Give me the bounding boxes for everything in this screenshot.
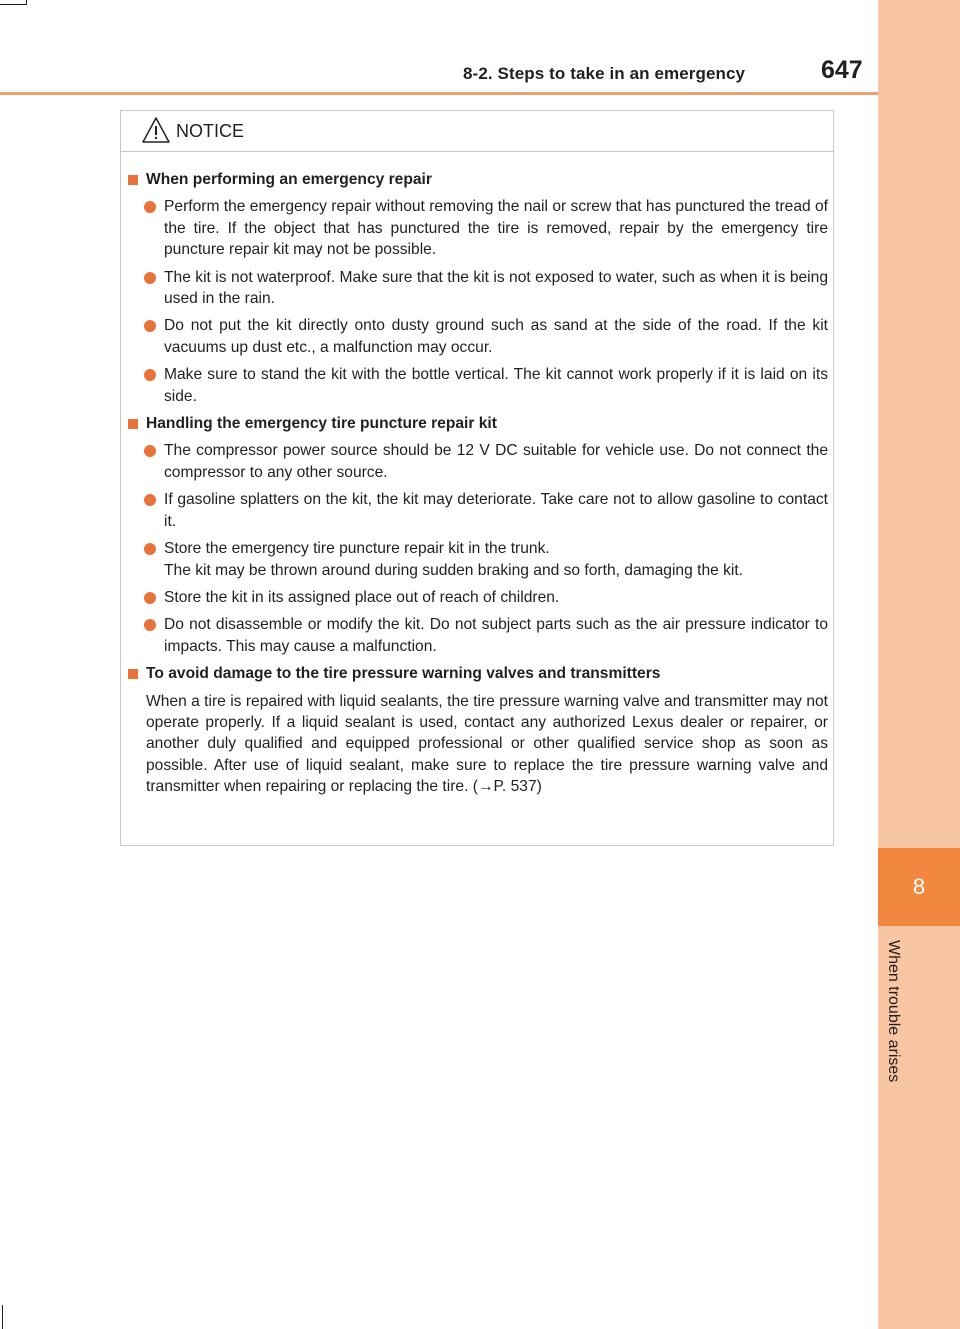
page-number: 647 [821, 56, 863, 84]
header-rule [0, 92, 878, 95]
section-heading-text: To avoid damage to the tire pressure warning valves and transmitters [146, 665, 661, 683]
side-tab [878, 0, 960, 1329]
section-heading [128, 413, 828, 434]
list-item [144, 538, 828, 581]
circle-bullet-icon [144, 320, 156, 332]
crop-mark-top-left-h [0, 4, 26, 5]
square-bullet-icon [128, 419, 138, 429]
list-item [144, 364, 828, 407]
chapter-label: When trouble arises [885, 940, 902, 1083]
square-bullet-icon [128, 669, 138, 679]
notice-title: NOTICE [176, 121, 245, 141]
section-title: 8-2. Steps to take in an emergency [463, 64, 746, 83]
notice-header [121, 111, 833, 152]
circle-bullet-icon [144, 369, 156, 381]
circle-bullet-icon [144, 201, 156, 213]
list-item-text: The kit is not waterproof. Make sure that the kit is not exposed to water, such as when it is being used in the rain. [164, 268, 828, 308]
list-item [144, 315, 828, 358]
circle-bullet-icon [144, 619, 156, 631]
section-paragraph: When a tire is repaired with liquid sealants, the tire pressure warning valve and transmitter may not operate properly. If a liquid sealant is used, contact any authorized Lexus dealer or repairer, or another duly qualified and equipped professional or other qualified service shop as soon as possible. After use of liquid sealant, make sure to replace the tire pressure warning valve and transmitter when repairing or replacing the tire. (→P. 537) [146, 692, 828, 796]
chapter-number: 8 [912, 874, 926, 899]
list-item-text: Perform the emergency repair without removing the nail or screw that has punctured the tread of the tire. If the object that has punctured the tire is removed, repair by the emergency tire puncture repair kit may not be possible. [164, 198, 828, 259]
list-item-text: Store the kit in its assigned place out of reach of children. [164, 588, 560, 606]
list-item-text: Store the emergency tire puncture repair kit in the trunk. The kit may be thrown around during sudden braking and so forth, damaging the kit. [164, 540, 744, 579]
list-item [144, 489, 828, 532]
square-bullet-icon [128, 175, 138, 185]
list-item-text: Make sure to stand the kit with the bottle vertical. The kit cannot work properly if it is laid on its side. [164, 366, 828, 405]
list-item [144, 196, 828, 260]
section-heading-text: Handling the emergency tire puncture repair kit [146, 415, 497, 433]
circle-bullet-icon [144, 543, 156, 555]
section-heading [128, 169, 828, 190]
notice-body [128, 169, 828, 798]
section-heading-text: When performing an emergency repair [146, 171, 432, 188]
crop-mark-bottom-left-v [2, 1305, 3, 1329]
list-item [144, 440, 828, 483]
circle-bullet-icon [144, 494, 156, 506]
list-item [144, 267, 828, 310]
list-item [144, 587, 828, 608]
list-item-text: Do not disassemble or modify the kit. Do not subject parts such as the air pressure indicator to impacts. This may cause a malfunction. [164, 616, 828, 655]
circle-bullet-icon [144, 592, 156, 604]
crop-mark-top-left-v [26, 0, 27, 5]
list-item-text: The compressor power source should be 12 V DC suitable for vehicle use. Do not connect the compressor to any other source. [164, 442, 828, 481]
section-heading [128, 663, 828, 684]
list-item-text: If gasoline splatters on the kit, the kit may deteriorate. Take care not to allow gasoline to contact it. [164, 491, 828, 530]
chapter-tab [878, 848, 960, 926]
list-item-text: Do not put the kit directly onto dusty ground such as sand at the side of the road. If the kit vacuums up dust etc., a malfunction may occur. [164, 317, 828, 356]
circle-bullet-icon [144, 272, 156, 284]
list-item [144, 614, 828, 657]
warning-triangle-icon [141, 116, 171, 144]
notice-box [120, 110, 834, 846]
circle-bullet-icon [144, 445, 156, 457]
